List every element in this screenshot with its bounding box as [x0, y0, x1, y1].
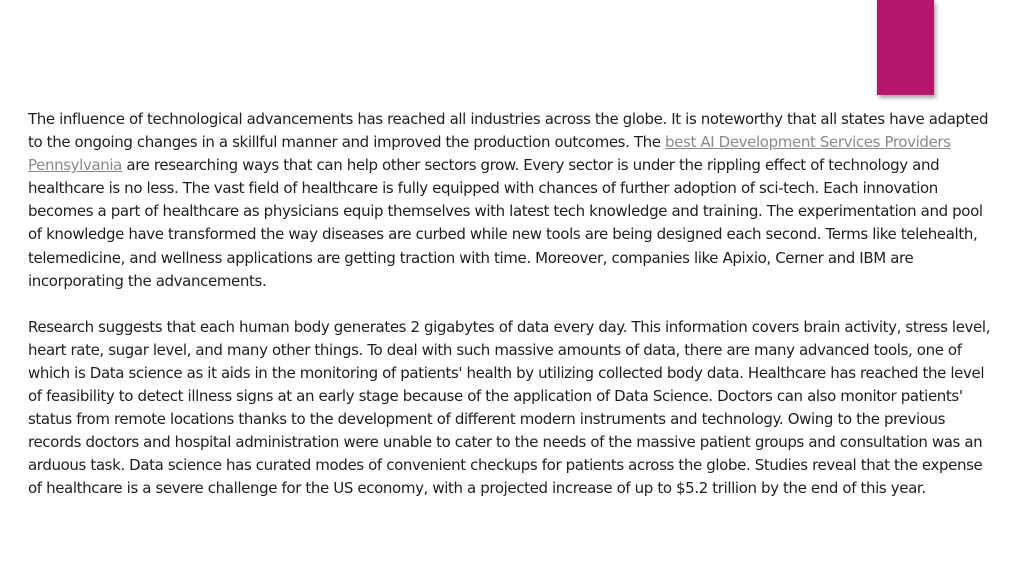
- paragraph-1-intro: The influence of technological advancements has reached all industries across the globe. It is noteworthy that all states have adapted to the ongoing changes in a skillful manner and improved the production outcomes. The: [28, 110, 989, 152]
- ai-development-services-link[interactable]: best AI Development Services Providers Pennsylvania: [28, 133, 951, 175]
- paragraph-1: [28, 108, 998, 293]
- paragraph-2: Research suggests that each human body generates 2 gigabytes of data every day. This information covers brain activity, stress level, heart rate, sugar level, and many other things. To deal with such massive amounts of data, there are many advanced tools, one of which is Data science as it aids in the monitoring of patients' health by utilizing collected body data. Healthcare has reached the level of feasibility to detect illness signs at an early stage because of the application of Data Science. Doctors can also monitor patients' status from remote locations thanks to the development of different modern instruments and technology. Owing to the previous records doctors and hospital administration were unable to cater to the needs of the massive patient groups and consultation was an arduous task. Data science has curated modes of convenient checkups for patients across the globe. Studies reveal that the expense of healthcare is a severe challenge for the US economy, with a projected increase of up to $5.2 trillion by the end of this year.: [28, 317, 991, 498]
- paragraph-1-rest: are researching ways that can help other sectors grow. Every sector is under the rippling effect of technology and healthcare is no less. The vast field of healthcare is fully equipped with chances of further adoption of sci-tech. Each innovation becomes a part of healthcare as physicians equip themselves with latest tech knowledge and training. The experimentation and pool of knowledge have transformed the way diseases are curbed while new tools are being designed each second. Terms like telehealth, telemedicine, and wellness applications are getting traction with time. Moreover, companies like Apixio, Cerner and IBM are incorporating the advancements.: [28, 156, 983, 290]
- accent-bar: [877, 0, 934, 95]
- body-text: [28, 108, 998, 501]
